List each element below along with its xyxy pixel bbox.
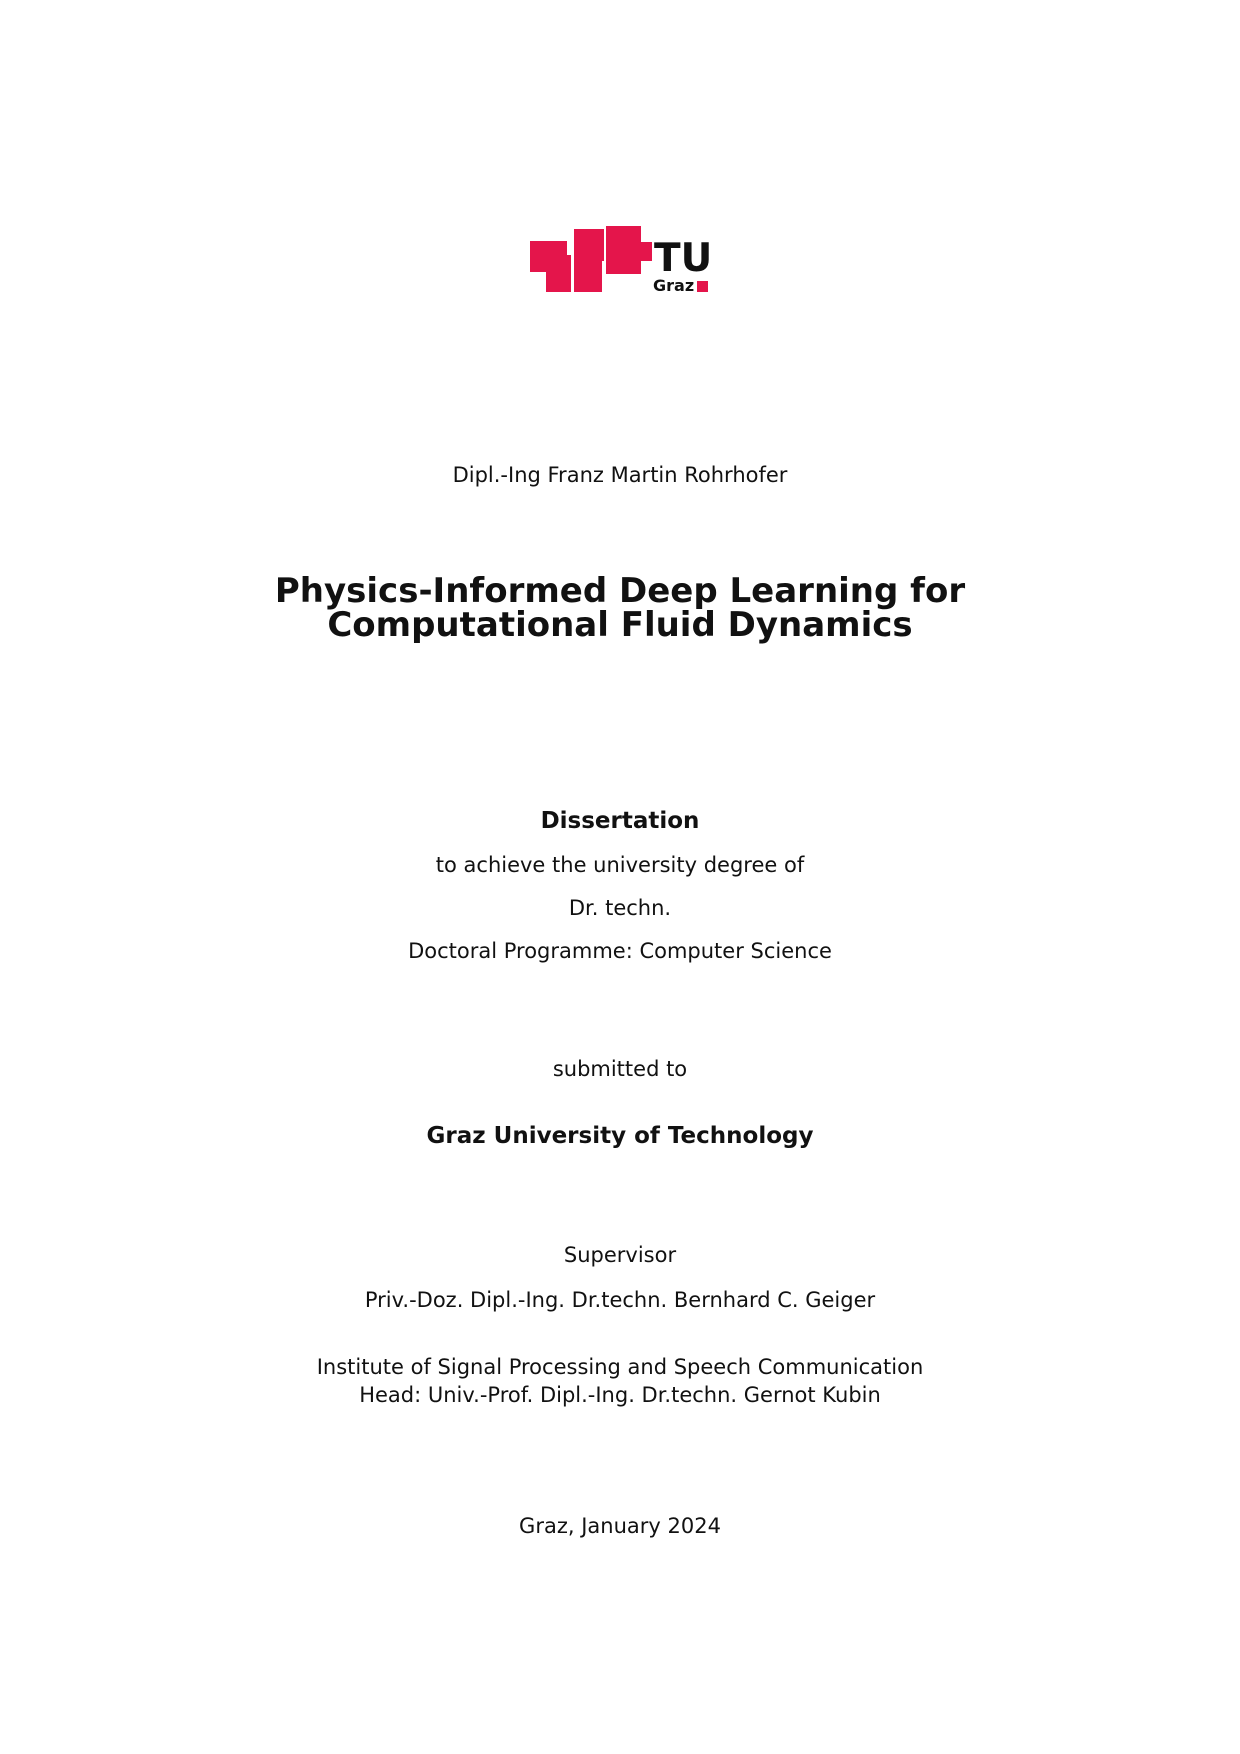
thesis-title-line-2: Computational Fluid Dynamics xyxy=(327,605,913,645)
university-name: Graz University of Technology xyxy=(426,1123,814,1149)
institute-head: Head: Univ.-Prof. Dipl.-Ing. Dr.techn. Gernot Kubin xyxy=(359,1383,881,1407)
doctoral-programme: Doctoral Programme: Computer Science xyxy=(408,939,832,963)
thesis-title-line-1: Physics-Informed Deep Learning for xyxy=(274,571,966,611)
university-logo xyxy=(530,226,714,294)
dissertation-heading: Dissertation xyxy=(540,808,700,834)
tu-graz-logo-icon xyxy=(530,226,714,294)
degree-name: Dr. techn. xyxy=(568,896,672,920)
logo-graz-text: Graz xyxy=(653,276,695,294)
degree-purpose: to achieve the university degree of xyxy=(435,853,805,877)
place-and-date: Graz, January 2024 xyxy=(519,1514,721,1538)
supervisor-name: Priv.-Doz. Dipl.-Ing. Dr.techn. Bernhard C. Geiger xyxy=(364,1288,876,1312)
author-name: Dipl.-Ing Franz Martin Rohrhofer xyxy=(452,463,788,487)
institute-name: Institute of Signal Processing and Speech Communication xyxy=(316,1355,924,1379)
logo-tu-text: TU xyxy=(654,236,713,281)
supervisor-label: Supervisor xyxy=(563,1243,677,1267)
submitted-to-label: submitted to xyxy=(552,1057,688,1081)
